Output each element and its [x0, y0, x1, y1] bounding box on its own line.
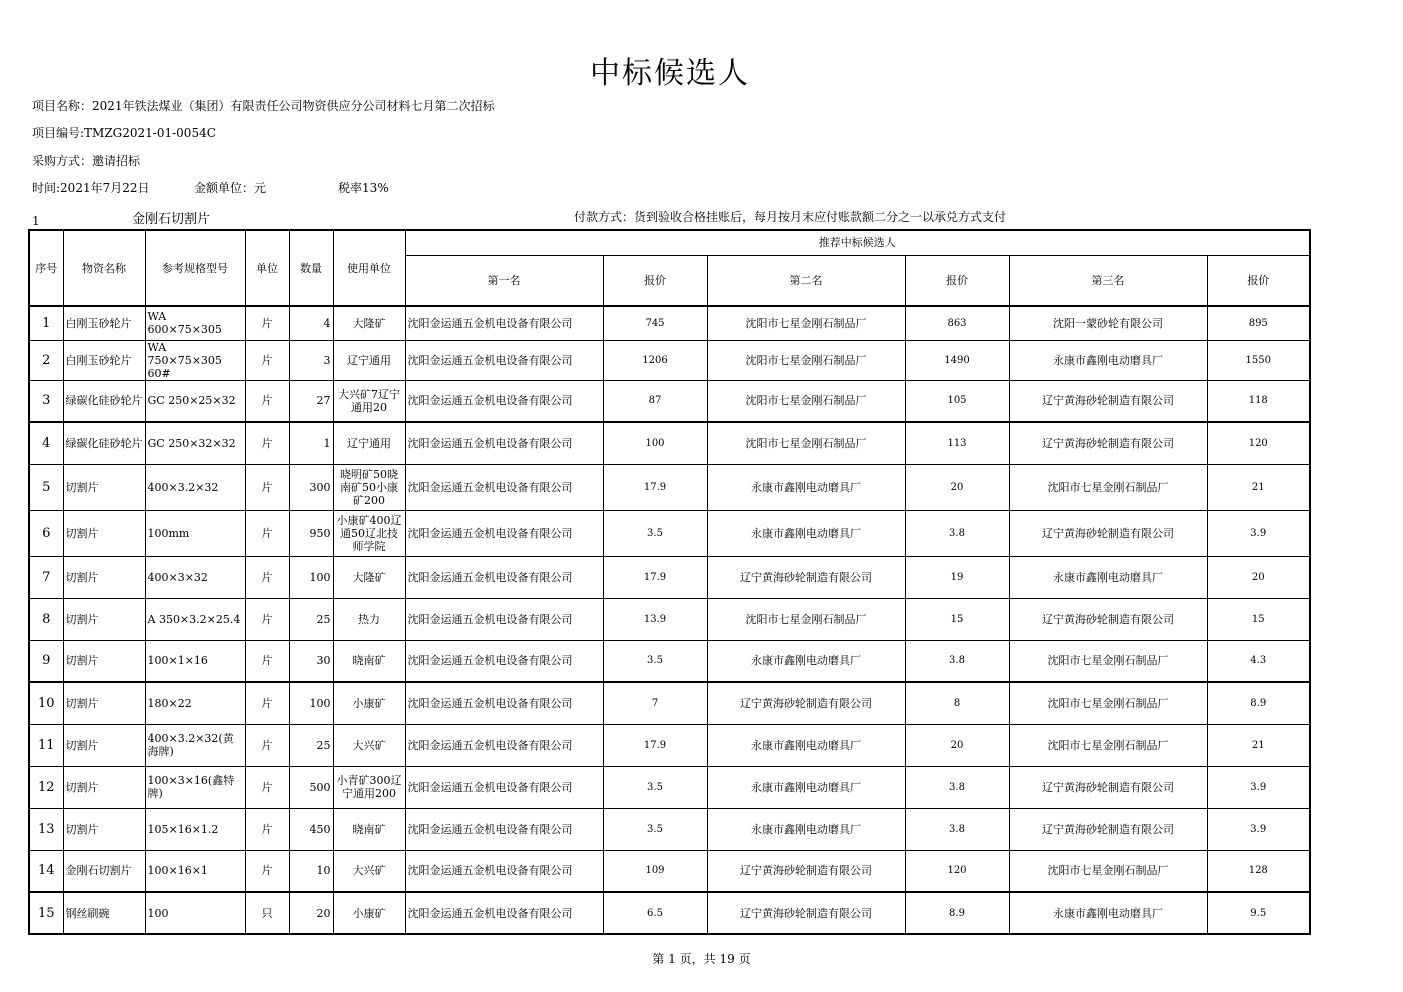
cell-spec: 100×1×16 — [145, 640, 245, 682]
cell-unit: 片 — [245, 766, 289, 808]
cell-user: 大兴矿 — [333, 724, 405, 766]
cell-user: 热力 — [333, 598, 405, 640]
cell-second: 永康市鑫刚电动磨具厂 — [707, 640, 905, 682]
table-row — [29, 766, 1310, 808]
cell-unit: 片 — [245, 380, 289, 422]
cell-qty: 1 — [289, 422, 333, 464]
cell-p3: 3.9 — [1207, 808, 1310, 850]
cell-p1: 17.9 — [603, 556, 707, 598]
cell-p3: 21 — [1207, 464, 1310, 510]
cell-p2: 3.8 — [905, 510, 1009, 556]
cell-third: 辽宁黄海砂轮制造有限公司 — [1009, 380, 1207, 422]
cell-qty: 20 — [289, 892, 333, 934]
cell-user: 小康矿 — [333, 892, 405, 934]
cell-first: 沈阳金运通五金机电设备有限公司 — [405, 340, 603, 380]
header-unit: 单位 — [245, 230, 289, 306]
cell-third: 永康市鑫刚电动磨具厂 — [1009, 892, 1207, 934]
cell-no: 11 — [29, 724, 63, 766]
cell-name: 切割片 — [63, 510, 145, 556]
section-number: 1 — [32, 214, 40, 228]
cell-user: 小康矿400辽通50辽北技师学院 — [333, 510, 405, 556]
cell-spec: 400×3.2×32 — [145, 464, 245, 510]
section-name: 金刚石切割片 — [132, 212, 211, 227]
cell-first: 沈阳金运通五金机电设备有限公司 — [405, 892, 603, 934]
cell-no: 4 — [29, 422, 63, 464]
cell-first: 沈阳金运通五金机电设备有限公司 — [405, 598, 603, 640]
cell-unit: 片 — [245, 340, 289, 380]
cell-spec: 100mm — [145, 510, 245, 556]
cell-third: 辽宁黄海砂轮制造有限公司 — [1009, 808, 1207, 850]
cell-qty: 450 — [289, 808, 333, 850]
cell-second: 辽宁黄海砂轮制造有限公司 — [707, 556, 905, 598]
cell-qty: 25 — [289, 598, 333, 640]
candidate-table — [28, 229, 1311, 935]
cell-second: 沈阳市七星金刚石制品厂 — [707, 306, 905, 340]
cell-no: 14 — [29, 850, 63, 892]
cell-second: 辽宁黄海砂轮制造有限公司 — [707, 850, 905, 892]
cell-second: 永康市鑫刚电动磨具厂 — [707, 808, 905, 850]
date-text: 时间:2021年7月22日 — [32, 181, 150, 195]
cell-spec: GC 250×25×32 — [145, 380, 245, 422]
cell-second: 永康市鑫刚电动磨具厂 — [707, 724, 905, 766]
table-row — [29, 850, 1310, 892]
cell-p2: 3.8 — [905, 808, 1009, 850]
cell-name: 切割片 — [63, 464, 145, 510]
cell-user: 晓南矿 — [333, 640, 405, 682]
cell-third: 辽宁黄海砂轮制造有限公司 — [1009, 598, 1207, 640]
cell-unit: 只 — [245, 892, 289, 934]
cell-third: 沈阳市七星金刚石制品厂 — [1009, 682, 1207, 724]
table-row — [29, 808, 1310, 850]
cell-user: 晓明矿50晓南矿50小康矿200 — [333, 464, 405, 510]
cell-p2: 20 — [905, 724, 1009, 766]
page-title: 中标候选人 — [590, 56, 750, 91]
cell-name: 切割片 — [63, 598, 145, 640]
cell-first: 沈阳金运通五金机电设备有限公司 — [405, 724, 603, 766]
cell-no: 7 — [29, 556, 63, 598]
cell-first: 沈阳金运通五金机电设备有限公司 — [405, 682, 603, 724]
cell-no: 13 — [29, 808, 63, 850]
cell-name: 切割片 — [63, 766, 145, 808]
cell-third: 沈阳一蒙砂轮有限公司 — [1009, 306, 1207, 340]
cell-name: 切割片 — [63, 682, 145, 724]
cell-name: 白刚玉砂轮片 — [63, 340, 145, 380]
cell-p1: 3.5 — [603, 510, 707, 556]
cell-qty: 25 — [289, 724, 333, 766]
cell-no: 9 — [29, 640, 63, 682]
table-row — [29, 464, 1310, 510]
cell-no: 10 — [29, 682, 63, 724]
cell-third: 永康市鑫刚电动磨具厂 — [1009, 340, 1207, 380]
cell-unit: 片 — [245, 682, 289, 724]
header-price2: 报价 — [905, 255, 1009, 306]
purchase-method: 采购方式：邀请招标 — [32, 154, 141, 168]
cell-spec: 105×16×1.2 — [145, 808, 245, 850]
cell-second: 辽宁黄海砂轮制造有限公司 — [707, 682, 905, 724]
cell-name: 切割片 — [63, 808, 145, 850]
table-row — [29, 682, 1310, 724]
cell-unit: 片 — [245, 422, 289, 464]
cell-p2: 19 — [905, 556, 1009, 598]
cell-p1: 3.5 — [603, 808, 707, 850]
cell-first: 沈阳金运通五金机电设备有限公司 — [405, 640, 603, 682]
table-row — [29, 306, 1310, 340]
header-second: 第二名 — [707, 255, 905, 306]
cell-third: 辽宁黄海砂轮制造有限公司 — [1009, 510, 1207, 556]
project-name: 项目名称：2021年铁法煤业（集团）有限责任公司物资供应分公司材料七月第二次招标 — [32, 99, 495, 113]
header-third: 第三名 — [1009, 255, 1207, 306]
cell-p1: 3.5 — [603, 766, 707, 808]
cell-name: 绿碳化硅砂轮片 — [63, 380, 145, 422]
cell-spec: A 350×3.2×25.4 — [145, 598, 245, 640]
cell-no: 2 — [29, 340, 63, 380]
cell-p1: 6.5 — [603, 892, 707, 934]
cell-qty: 4 — [289, 306, 333, 340]
cell-second: 沈阳市七星金刚石制品厂 — [707, 422, 905, 464]
cell-no: 5 — [29, 464, 63, 510]
cell-p1: 109 — [603, 850, 707, 892]
page-footer: 第 1 页，共 19 页 — [652, 952, 751, 966]
cell-p1: 13.9 — [603, 598, 707, 640]
cell-third: 沈阳市七星金刚石制品厂 — [1009, 464, 1207, 510]
project-code: 项目编号:TMZG2021-01-0054C — [32, 126, 216, 140]
cell-second: 沈阳市七星金刚石制品厂 — [707, 340, 905, 380]
cell-p3: 15 — [1207, 598, 1310, 640]
cell-user: 大隆矿 — [333, 306, 405, 340]
cell-second: 永康市鑫刚电动磨具厂 — [707, 766, 905, 808]
cell-p3: 9.5 — [1207, 892, 1310, 934]
cell-spec: WA 600×75×305 — [145, 306, 245, 340]
cell-p1: 745 — [603, 306, 707, 340]
cell-unit: 片 — [245, 510, 289, 556]
cell-qty: 100 — [289, 556, 333, 598]
cell-third: 沈阳市七星金刚石制品厂 — [1009, 640, 1207, 682]
cell-p3: 1550 — [1207, 340, 1310, 380]
payment-terms: 付款方式：货到验收合格挂账后，每月按月末应付账款额二分之一以承兑方式支付 — [574, 210, 1007, 224]
cell-spec: 100×3×16(鑫特牌) — [145, 766, 245, 808]
cell-qty: 950 — [289, 510, 333, 556]
cell-qty: 500 — [289, 766, 333, 808]
cell-p3: 4.3 — [1207, 640, 1310, 682]
cell-no: 12 — [29, 766, 63, 808]
meta-line — [32, 179, 389, 196]
cell-first: 沈阳金运通五金机电设备有限公司 — [405, 306, 603, 340]
cell-unit: 片 — [245, 808, 289, 850]
cell-p3: 128 — [1207, 850, 1310, 892]
cell-user: 辽宁通用 — [333, 422, 405, 464]
cell-p2: 3.8 — [905, 640, 1009, 682]
cell-p1: 100 — [603, 422, 707, 464]
cell-p3: 120 — [1207, 422, 1310, 464]
cell-p2: 105 — [905, 380, 1009, 422]
cell-spec: 100 — [145, 892, 245, 934]
cell-third: 辽宁黄海砂轮制造有限公司 — [1009, 766, 1207, 808]
cell-p1: 7 — [603, 682, 707, 724]
table-row — [29, 510, 1310, 556]
cell-spec: 100×16×1 — [145, 850, 245, 892]
table-row — [29, 422, 1310, 464]
cell-spec: GC 250×32×32 — [145, 422, 245, 464]
cell-spec: 400×3×32 — [145, 556, 245, 598]
cell-unit: 片 — [245, 724, 289, 766]
table-row — [29, 892, 1310, 934]
cell-spec: WA 750×75×305 60# — [145, 340, 245, 380]
cell-qty: 30 — [289, 640, 333, 682]
cell-spec: 180×22 — [145, 682, 245, 724]
header-user: 使用单位 — [333, 230, 405, 306]
cell-first: 沈阳金运通五金机电设备有限公司 — [405, 422, 603, 464]
cell-user: 大兴矿7辽宁通用20 — [333, 380, 405, 422]
cell-name: 切割片 — [63, 640, 145, 682]
cell-p3: 21 — [1207, 724, 1310, 766]
cell-name: 钢丝刷碗 — [63, 892, 145, 934]
cell-user: 小青矿300辽宁通用200 — [333, 766, 405, 808]
table-row — [29, 724, 1310, 766]
header-first: 第一名 — [405, 255, 603, 306]
cell-no: 6 — [29, 510, 63, 556]
cell-p3: 20 — [1207, 556, 1310, 598]
cell-p1: 87 — [603, 380, 707, 422]
tax-rate: 税率13% — [338, 181, 389, 195]
cell-name: 切割片 — [63, 556, 145, 598]
cell-qty: 10 — [289, 850, 333, 892]
cell-p2: 1490 — [905, 340, 1009, 380]
table-row — [29, 556, 1310, 598]
cell-p2: 863 — [905, 306, 1009, 340]
cell-first: 沈阳金运通五金机电设备有限公司 — [405, 766, 603, 808]
cell-user: 辽宁通用 — [333, 340, 405, 380]
amount-unit: 金额单位：元 — [194, 181, 267, 195]
cell-p3: 895 — [1207, 306, 1310, 340]
header-qty: 数量 — [289, 230, 333, 306]
header-spec: 参考规格型号 — [145, 230, 245, 306]
cell-p3: 3.9 — [1207, 510, 1310, 556]
cell-p2: 20 — [905, 464, 1009, 510]
header-group: 推荐中标候选人 — [405, 230, 1310, 255]
cell-third: 沈阳市七星金刚石制品厂 — [1009, 724, 1207, 766]
cell-p1: 17.9 — [603, 464, 707, 510]
header-no: 序号 — [29, 230, 63, 306]
cell-qty: 3 — [289, 340, 333, 380]
cell-second: 沈阳市七星金刚石制品厂 — [707, 598, 905, 640]
table-row — [29, 598, 1310, 640]
cell-p2: 3.8 — [905, 766, 1009, 808]
cell-p1: 1206 — [603, 340, 707, 380]
cell-p2: 120 — [905, 850, 1009, 892]
cell-unit: 片 — [245, 850, 289, 892]
cell-p2: 15 — [905, 598, 1009, 640]
cell-no: 3 — [29, 380, 63, 422]
cell-user: 大隆矿 — [333, 556, 405, 598]
cell-first: 沈阳金运通五金机电设备有限公司 — [405, 510, 603, 556]
cell-p2: 113 — [905, 422, 1009, 464]
table-row — [29, 340, 1310, 380]
cell-p3: 118 — [1207, 380, 1310, 422]
cell-unit: 片 — [245, 556, 289, 598]
cell-second: 沈阳市七星金刚石制品厂 — [707, 380, 905, 422]
cell-spec: 400×3.2×32(黄海牌) — [145, 724, 245, 766]
cell-first: 沈阳金运通五金机电设备有限公司 — [405, 808, 603, 850]
cell-qty: 27 — [289, 380, 333, 422]
header-price1: 报价 — [603, 255, 707, 306]
cell-p2: 8.9 — [905, 892, 1009, 934]
cell-p1: 17.9 — [603, 724, 707, 766]
cell-third: 永康市鑫刚电动磨具厂 — [1009, 556, 1207, 598]
cell-name: 白刚玉砂轮片 — [63, 306, 145, 340]
cell-p1: 3.5 — [603, 640, 707, 682]
cell-no: 8 — [29, 598, 63, 640]
cell-qty: 300 — [289, 464, 333, 510]
cell-unit: 片 — [245, 598, 289, 640]
table-row — [29, 380, 1310, 422]
cell-first: 沈阳金运通五金机电设备有限公司 — [405, 556, 603, 598]
cell-second: 永康市鑫刚电动磨具厂 — [707, 510, 905, 556]
cell-third: 辽宁黄海砂轮制造有限公司 — [1009, 422, 1207, 464]
cell-no: 15 — [29, 892, 63, 934]
cell-unit: 片 — [245, 640, 289, 682]
cell-name: 切割片 — [63, 724, 145, 766]
cell-name: 绿碳化硅砂轮片 — [63, 422, 145, 464]
cell-first: 沈阳金运通五金机电设备有限公司 — [405, 464, 603, 510]
cell-second: 辽宁黄海砂轮制造有限公司 — [707, 892, 905, 934]
cell-second: 永康市鑫刚电动磨具厂 — [707, 464, 905, 510]
cell-p2: 8 — [905, 682, 1009, 724]
cell-third: 沈阳市七星金刚石制品厂 — [1009, 850, 1207, 892]
cell-unit: 片 — [245, 464, 289, 510]
cell-name: 金刚石切割片 — [63, 850, 145, 892]
cell-first: 沈阳金运通五金机电设备有限公司 — [405, 850, 603, 892]
cell-qty: 100 — [289, 682, 333, 724]
cell-p3: 3.9 — [1207, 766, 1310, 808]
cell-p3: 8.9 — [1207, 682, 1310, 724]
cell-user: 小康矿 — [333, 682, 405, 724]
cell-no: 1 — [29, 306, 63, 340]
table-row — [29, 640, 1310, 682]
cell-first: 沈阳金运通五金机电设备有限公司 — [405, 380, 603, 422]
cell-user: 大兴矿 — [333, 850, 405, 892]
cell-unit: 片 — [245, 306, 289, 340]
header-price3: 报价 — [1207, 255, 1310, 306]
header-name: 物资名称 — [63, 230, 145, 306]
cell-user: 晓南矿 — [333, 808, 405, 850]
